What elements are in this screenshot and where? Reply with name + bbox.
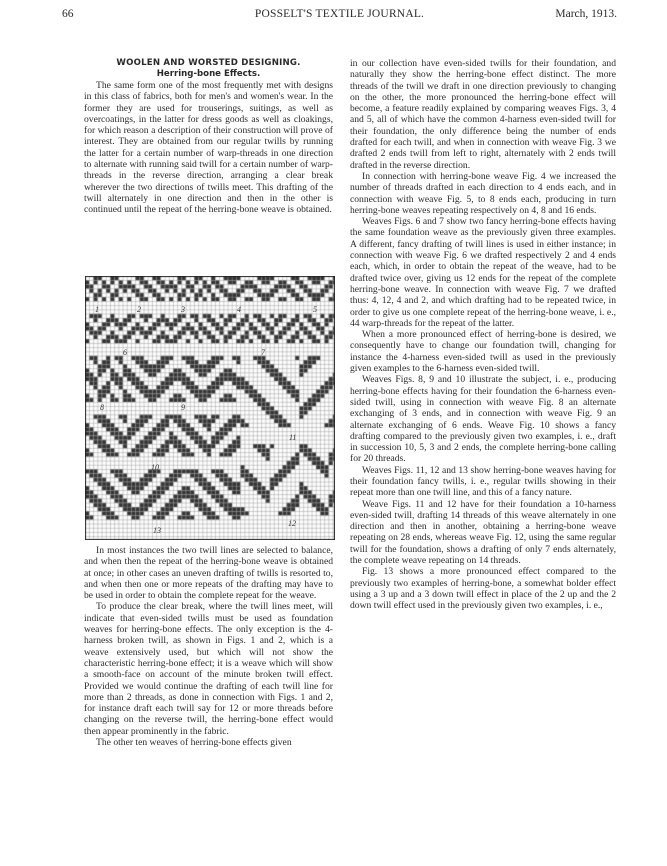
left-column-bottom: [84, 545, 333, 748]
fig-label-4: 4: [237, 305, 241, 314]
paragraph: The same form one of the most frequently met with designs in this class of fabrics, both for men's and women's wear. In the former they are used for trouserings, suitings, as well as overcoatings, in the latter for dress goods as well as cloakings, for which reason a description of their construction will prove of interest. They are obtained from our regular twills by running the latter for a certain number of warp-threads in one direction to alternate with running said twill for a certain number of warp-threads in the reverse direction, arranging a clear break wherever the two directions of twills meet. This drafting of the twill alternately in one direction and then in the other is continued until the repeat of the herring-bone weave is obtained.: [84, 80, 333, 216]
paragraph: In connection with herring-bone weave Fig. 4 we increased the number of threads drafted in each direction to 4 ends each, and in connection with weave Fig. 5, to 8 ends each, producing in turn herring-bone weaves repeating respectively on 4, 8 and 16 ends.: [350, 170, 616, 216]
running-header: [62, 8, 617, 24]
fig-label-6: 6: [123, 348, 127, 357]
journal-title: POSSELT'S TEXTILE JOURNAL.: [254, 8, 425, 20]
paragraph: Fig. 13 shows a more pronounced effect compared to the previously two examples of herring-bone, a somewhat bolder effect using a 3 up and a 3 down twill effect in place of the 2 up and the 2 down twill effect used in the previously given two examples, i. e.,: [350, 566, 616, 612]
fig-label-13: 13: [153, 526, 161, 535]
page-number: 66: [62, 8, 74, 20]
fig-label-9: 9: [181, 403, 185, 412]
paragraph: Weaves Figs. 11, 12 and 13 show herring-bone weaves having for their foundation fancy twills, i. e., regular twills showing in their repeat more than one twill line, and this of a fancy nature.: [350, 464, 616, 499]
fig-label-2: 2: [137, 305, 141, 314]
fig-label-5: 5: [313, 305, 317, 314]
fig-label-12: 12: [288, 519, 296, 528]
article-subtitle: Herring-bone Effects.: [156, 69, 261, 79]
fig-label-10: 10: [151, 463, 159, 472]
left-column-top: [84, 58, 333, 216]
paragraph: Weaves Figs. 6 and 7 show two fancy herring-bone effects having the same foundation weave as the previously given three examples. A different, fancy drafting of twill lines is used in either instance; in connection with weave Fig. 6 we drafted respectively 2 and 4 ends each, which, in order to obtain the repeat of the weave, had to be drafted twice over, giving us 12 ends for the repeat of the complete herring-bone weave. In connection with weave Fig. 7 we drafted thus: 4, 12, 4 and 2, and which drafting had to be repeated twice, in order to give us one complete repeat of the herring-bone weave, i. e., 44 warp-threads for the repeat of the latter.: [350, 216, 616, 329]
paragraph: When a more pronounced effect of herring-bone is desired, we consequently have to change our foundation twill, changing for instance the 4-harness even-sided twill as used in the previously given examples to the 6-harness even-sided twill.: [350, 329, 616, 375]
fig-label-7: 7: [261, 348, 265, 357]
fig-label-3: 3: [181, 305, 185, 314]
paragraph: To produce the clear break, where the twill lines meet, will indicate that even-sided twills must be used as foundation weaves for herring-bone effects. The only exception is the 4-harness broken twill, as shown in Figs. 1 and 2, which is a weave extensively used, but which will not show the characteristic herring-bone effect; it is a weave which will show a smooth-face on account of the minute broken twill effect. Provided we would continue the drafting of each twill line for more than 2 threads, as done in connection with Figs. 1 and 2, for instance draft each twill say for 12 or more threads before changing on the reverse twill, the herring-bone effect would then appear prominently in the fabric.: [84, 601, 333, 737]
weave-figures-plate: [85, 276, 335, 540]
fig-label-11: 11: [289, 433, 297, 442]
fig-label-1: 1: [95, 305, 99, 314]
fig-label-8: 8: [100, 403, 104, 412]
weave-design-grid: [85, 276, 335, 540]
article-title: WOOLEN AND WORSTED DESIGNING.: [116, 58, 301, 68]
paragraph: Weaves Figs. 8, 9 and 10 illustrate the subject, i. e., producing herring-bone effects having for their foundation the 6-harness even-sided twill, using in connection with weave Fig. 8 an alternate exchanging of 3 ends, and in connection with weave Fig. 9 an alternate exchanging of 6 ends. Weave Fig. 10 shows a fancy drafting compared to the previously given two examples, i. e., draft in succession 10, 5, 3 and 2 ends, the complete herring-bone calling for 20 threads.: [350, 374, 616, 465]
paragraph: in our collection have even-sided twills for their foundation, and naturally they show the herring-bone effect distinct. The more threads of the twill we draft in one direction previously to changing on the other, the more pronounced the herring-bone effect will become, a feature readily explained by comparing weaves Figs. 3, 4 and 5, all of which have the common 4-harness even-sided twill for their foundation, the only difference being the number of ends drafted for each twill, and when in connection with weave Fig. 3 we drafted 2 ends twill from left to right, alternately with 2 ends twill drafted in the reverse direction.: [350, 58, 616, 171]
right-column: [350, 58, 616, 612]
issue-date: March, 1913.: [555, 8, 617, 20]
paragraph: In most instances the two twill lines are selected to balance, and when then the repeat of the herring-bone weave is obtained at once; in other cases an uneven drafting of twills is resorted to, and when then one or more repeats of the drafting may have to be used in order to obtain the complete repeat for the weave.: [84, 545, 333, 602]
paragraph: Weave Figs. 11 and 12 have for their foundation a 10-harness even-sided twill, drafting 14 threads of this weave alternately in one direction and then in another, obtaining a herring-bone weave repeating on 28 ends, whereas weave Fig. 12, using the same regular twill for the foundation, shows a drafting of only 7 ends alternately, the complete weave repeating on 14 threads.: [350, 498, 616, 567]
paragraph: The other ten weaves of herring-bone effects given: [96, 737, 292, 749]
